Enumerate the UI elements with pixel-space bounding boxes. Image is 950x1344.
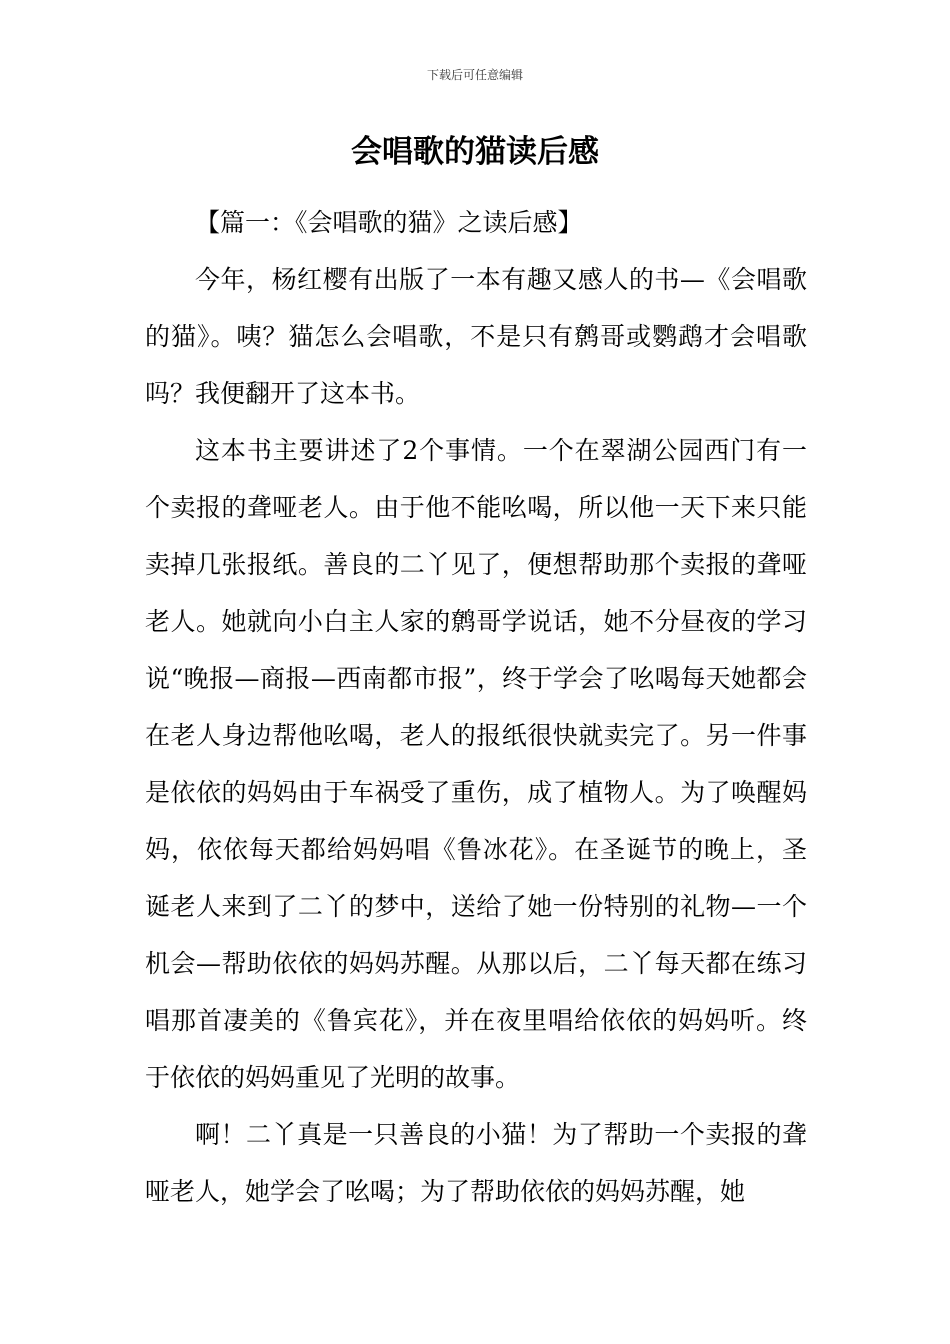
- paragraph-reflection: 啊！二丫真是一只善良的小猫！为了帮助一个卖报的聋哑老人，她学会了吆喝；为了帮助依依的妈妈苏醒，她: [145, 1120, 807, 1206]
- document-body: [145, 194, 807, 1220]
- document-title: 会唱歌的猫读后感: [351, 134, 599, 170]
- paragraph-story: 这本书主要讲述了2个事情。一个在翠湖公园西门有一个卖报的聋哑老人。由于他不能吆喝，所以他一天下来只能卖掉几张报纸。善良的二丫见了，便想帮助那个卖报的聋哑老人。她就向小白主人家的鹩哥学说话，她不分昼夜的学习说“晚报—商报—西南都市报”，终于学会了吆喝每天她都会在老人身边帮他吆喝，老人的报纸很快就卖完了。另一件事是依依的妈妈由于车祸受了重伤，成了植物人。为了唤醒妈妈，依依每天都给妈妈唱《鲁冰花》。在圣诞节的晚上，圣诞老人来到了二丫的梦中，送给了她一份特别的礼物—一个机会—帮助依依的妈妈苏醒。从那以后，二丫每天都在练习唱那首凄美的《鲁宾花》，并在夜里唱给依依的妈妈听。终于依依的妈妈重见了光明的故事。: [145, 436, 807, 1092]
- header-note: 下载后可任意编辑: [426, 68, 523, 82]
- paragraph-intro: 今年，杨红樱有出版了一本有趣又感人的书—《会唱歌的猫》。咦？猫怎么会唱歌，不是只有鹩哥或鹦鹉才会唱歌吗？我便翻开了这本书。: [145, 265, 807, 408]
- section-heading: 【篇一：《会唱歌的猫》之读后感】: [195, 208, 583, 237]
